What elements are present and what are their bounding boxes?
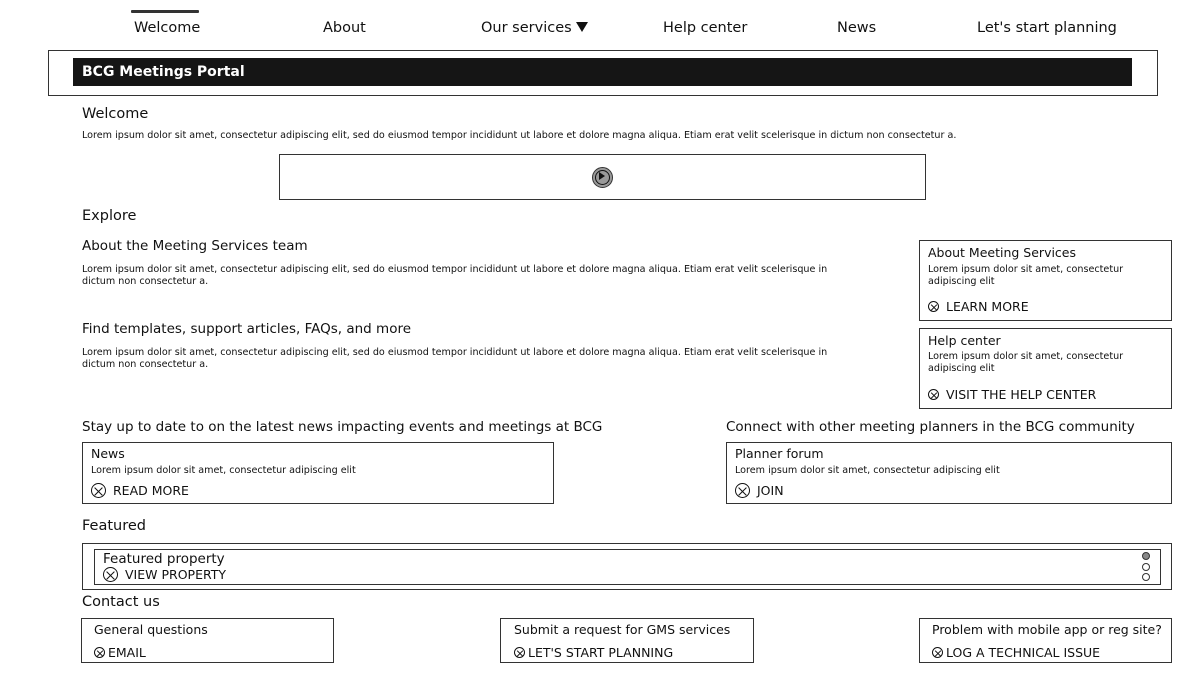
log-technical-issue-label: LOG A TECHNICAL ISSUE xyxy=(946,645,1101,660)
nav-item-lets-start-planning[interactable]: Let's start planning xyxy=(977,20,1117,36)
about-meeting-services-card xyxy=(919,240,1172,321)
templates-text: Lorem ipsum dolor sit amet, consectetur adipiscing elit, sed do eiusmod tempor incididunt ut labore et dolore magna aliqua. Etiam erat velit scelerisque in dictum non consectetur a. xyxy=(82,347,828,370)
about-card-text: Lorem ipsum dolor sit amet, consectetur adipiscing elit xyxy=(928,264,1124,287)
about-team-text: Lorem ipsum dolor sit amet, consectetur adipiscing elit, sed do eiusmod tempor incididunt ut labore et dolore magna aliqua. Etiam erat velit scelerisque in dictum non consectetur a. xyxy=(82,264,828,287)
join-label: JOIN xyxy=(757,483,784,498)
email-label: EMAIL xyxy=(108,645,146,660)
circle-x-icon xyxy=(928,389,939,400)
nav-item-our-services[interactable] xyxy=(481,20,588,36)
circle-x-icon xyxy=(928,301,939,312)
templates-heading: Find templates, support articles, FAQs, and more xyxy=(82,321,412,337)
banner xyxy=(48,50,1158,96)
nav-item-about[interactable]: About xyxy=(323,20,366,36)
help-center-card xyxy=(919,328,1172,409)
featured-property-card xyxy=(94,549,1161,585)
contact-card-general xyxy=(81,618,334,663)
planner-forum-title: Planner forum xyxy=(735,446,824,461)
circle-x-icon xyxy=(103,567,118,582)
carousel-dot-3[interactable] xyxy=(1142,573,1150,581)
news-card-text: Lorem ipsum dolor sit amet, consectetur adipiscing elit xyxy=(91,465,356,476)
contact-heading: Contact us xyxy=(82,594,160,610)
lets-start-planning-label: LET'S START PLANNING xyxy=(528,645,674,660)
learn-more-label: LEARN MORE xyxy=(946,299,1029,314)
explore-heading: Explore xyxy=(82,208,137,224)
featured-heading: Featured xyxy=(82,518,146,534)
about-card-title: About Meeting Services xyxy=(928,245,1077,260)
general-questions-title: General questions xyxy=(94,622,208,637)
help-card-text: Lorem ipsum dolor sit amet, consectetur adipiscing elit xyxy=(928,351,1124,374)
welcome-heading: Welcome xyxy=(82,106,149,122)
triangle-down-icon xyxy=(576,22,588,32)
carousel-dot-1[interactable] xyxy=(1142,552,1150,560)
learn-more-link[interactable] xyxy=(928,299,1029,314)
circle-x-icon xyxy=(932,647,943,658)
help-card-title: Help center xyxy=(928,333,1001,348)
contact-card-technical xyxy=(919,618,1172,663)
welcome-text: Lorem ipsum dolor sit amet, consectetur adipiscing elit, sed do eiusmod tempor incididunt ut labore et dolore magna aliqua. Etiam erat velit scelerisque in dictum non consectetur a. xyxy=(82,130,957,141)
nav-item-our-services-label: Our services xyxy=(481,20,572,36)
play-triangle xyxy=(599,172,605,180)
nav-item-help-center[interactable]: Help center xyxy=(663,20,748,36)
community-section-heading: Connect with other meeting planners in the BCG community xyxy=(726,419,1135,435)
featured-carousel xyxy=(82,543,1172,590)
visit-help-center-label: VISIT THE HELP CENTER xyxy=(946,387,1097,402)
join-link[interactable] xyxy=(735,483,784,498)
contact-card-request xyxy=(500,618,754,663)
circle-x-icon xyxy=(514,647,525,658)
view-property-label: VIEW PROPERTY xyxy=(125,567,227,582)
lets-start-planning-link[interactable] xyxy=(514,645,673,660)
request-title: Submit a request for GMS services xyxy=(514,622,731,637)
banner-title: BCG Meetings Portal xyxy=(73,58,1132,86)
technical-title: Problem with mobile app or reg site? xyxy=(932,622,1162,637)
planner-forum-text: Lorem ipsum dolor sit amet, consectetur adipiscing elit xyxy=(735,465,1000,476)
video-player[interactable] xyxy=(279,154,926,200)
carousel-dot-2[interactable] xyxy=(1142,563,1150,571)
planner-forum-card xyxy=(726,442,1172,504)
visit-help-center-link[interactable] xyxy=(928,387,1096,402)
about-team-heading: About the Meeting Services team xyxy=(82,238,308,254)
nav-item-news[interactable]: News xyxy=(837,20,877,36)
read-more-label: READ MORE xyxy=(113,483,189,498)
circle-x-icon xyxy=(94,647,105,658)
view-property-link[interactable] xyxy=(103,567,226,582)
email-link[interactable] xyxy=(94,645,146,660)
read-more-link[interactable] xyxy=(91,483,189,498)
featured-property-title: Featured property xyxy=(103,551,225,567)
nav-item-welcome[interactable]: Welcome xyxy=(134,20,201,36)
news-section-heading: Stay up to date to on the latest news impacting events and meetings at BCG xyxy=(82,419,603,435)
news-card-title: News xyxy=(91,446,125,461)
circle-x-icon xyxy=(91,483,106,498)
nav-active-indicator xyxy=(131,10,199,13)
play-icon[interactable] xyxy=(592,167,613,188)
circle-x-icon xyxy=(735,483,750,498)
log-technical-issue-link[interactable] xyxy=(932,645,1100,660)
news-card xyxy=(82,442,554,504)
